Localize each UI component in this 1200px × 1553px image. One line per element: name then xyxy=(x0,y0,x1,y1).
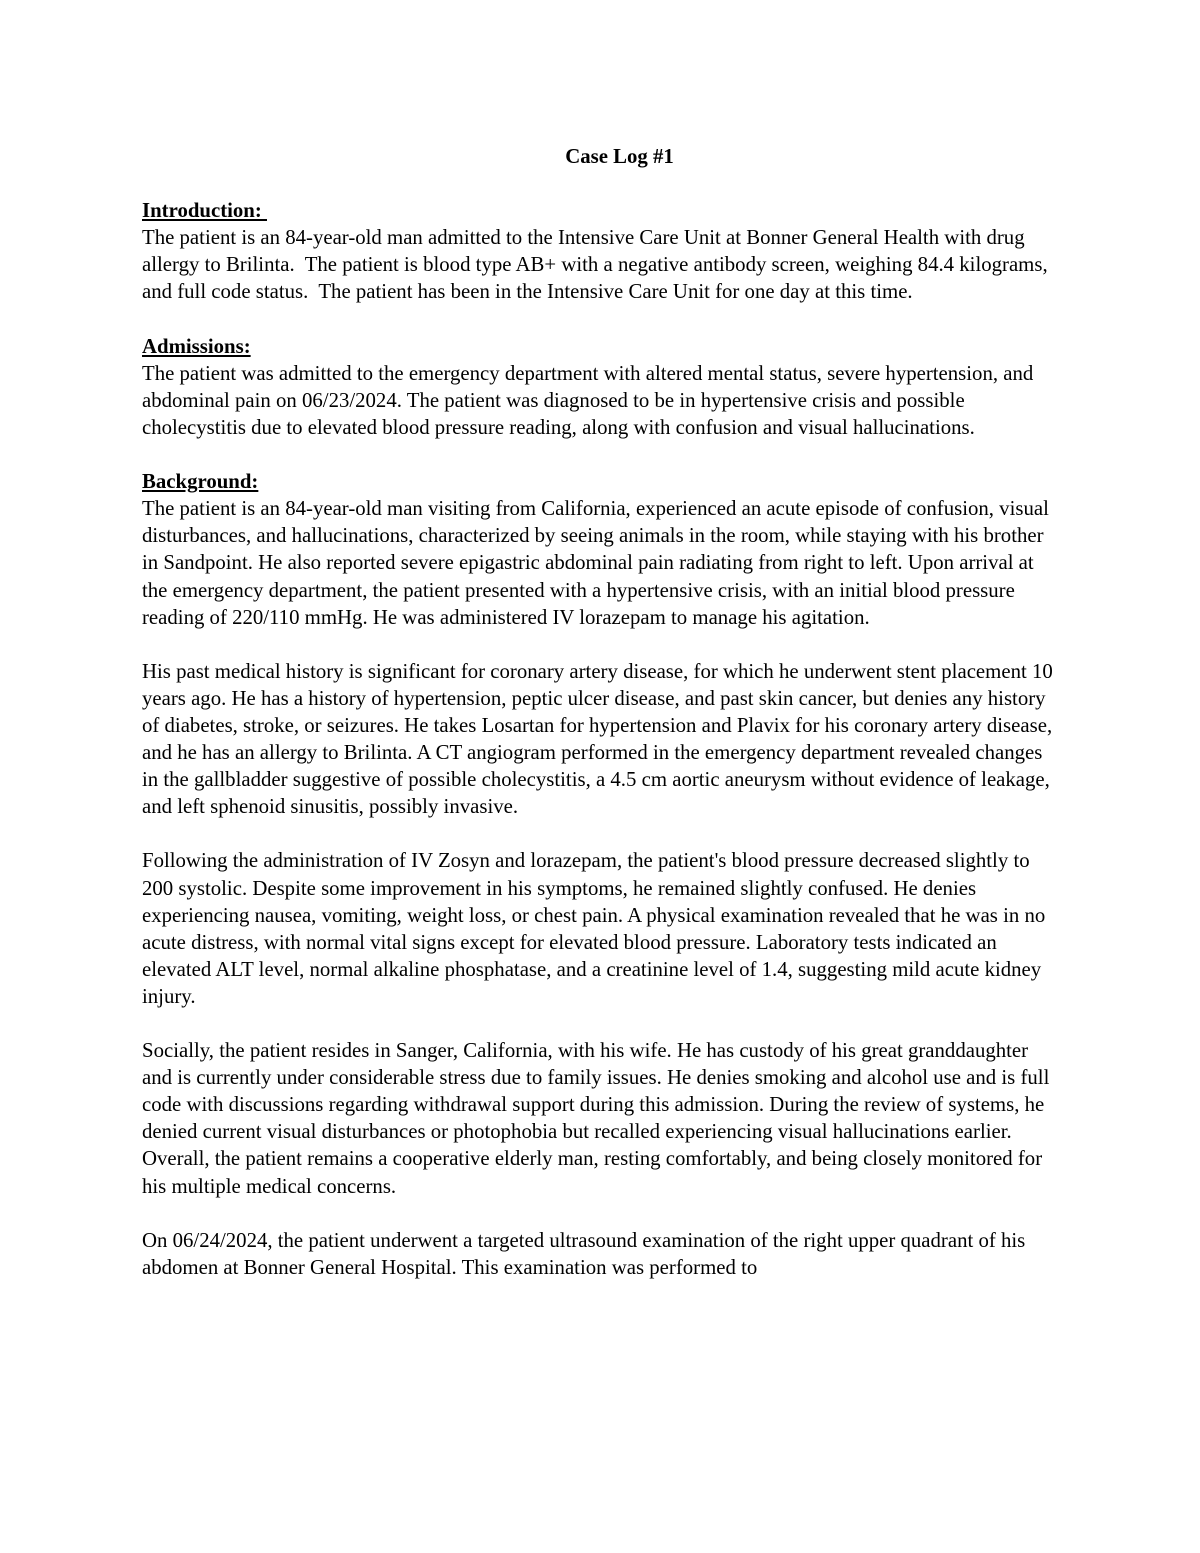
admissions-section xyxy=(142,333,1062,441)
admissions-heading: Admissions: xyxy=(142,334,251,358)
introduction-text: The patient is an 84-year-old man admitted to the Intensive Care Unit at Bonner General Health with drug allergy to Brilinta. The patient is blood type AB+ with a negative antibody screen, weighing 84.4 kilograms, and full code status. The patient has been in the Intensive Care Unit for one day at this time. xyxy=(142,226,1053,304)
background-section xyxy=(142,468,1062,1281)
background-heading: Background: xyxy=(142,470,259,494)
background-paragraph: The patient is an 84-year-old man visiting from California, experienced an acute episode of confusion, visual disturbances, and hallucinations, characterized by seeing animals in the room, while staying with his brother in Sandpoint. He also reported severe epigastric abdominal pain radiating from right to left. Upon arrival at the emergency department, the patient presented with a hypertensive crisis, with an initial blood pressure reading of 220/110 mmHg. He was administered IV lorazepam to manage his agitation. xyxy=(142,497,1049,629)
document-title: Case Log #1 xyxy=(565,145,674,168)
medical-history-paragraph: His past medical history is significant for coronary artery disease, for which he underwent stent placement 10 years ago. He has a history of hypertension, peptic ulcer disease, and past skin cancer, but denies any history of diabetes, stroke, or seizures. He takes Losartan for hypertension and Plavix for his coronary artery disease, and he has an allergy to Brilinta. A CT angiogram performed in the emergency department revealed changes in the gallbladder suggestive of possible cholecystitis, a 4.5 cm aortic aneurysm without evidence of leakage, and left sphenoid sinusitis, possibly invasive. xyxy=(142,659,1053,819)
ultrasound-paragraph: On 06/24/2024, the patient underwent a targeted ultrasound examination of the right upper quadrant of his abdomen at Bonner General Hospital. This examination was performed to xyxy=(142,1228,1026,1279)
introduction-heading: Introduction: xyxy=(142,199,267,223)
social-history-paragraph: Socially, the patient resides in Sanger, California, with his wife. He has custody of his great granddaughter and is currently under considerable stress due to family issues. He denies smoking and alcohol use and is full code with discussions regarding withdrawal support during this admission. During the review of systems, he denied current visual disturbances or photophobia but recalled experiencing visual hallucinations earlier. Overall, the patient remains a cooperative elderly man, resting comfortably, and being closely monitored for his multiple medical concerns. xyxy=(142,1039,1050,1198)
admissions-text: The patient was admitted to the emergency department with altered mental status, severe hypertension, and abdominal pain on 06/23/2024. The patient was diagnosed to be in hypertensive crisis and possible cholecystitis due to elevated blood pressure reading, along with confusion and visual hallucinations. xyxy=(142,361,1034,439)
treatment-paragraph: Following the administration of IV Zosyn and lorazepam, the patient's blood pressure decreased slightly to 200 systolic. Despite some improvement in his symptoms, he remained slightly confused. He denies experiencing nausea, vomiting, weight loss, or chest pain. A physical examination revealed that he was in no acute distress, with normal vital signs except for elevated blood pressure. Laboratory tests indicated an elevated ALT level, normal alkaline phosphatase, and a creatinine level of 1.4, suggesting mild acute kidney injury. xyxy=(142,849,1046,1008)
document-body xyxy=(142,143,1062,1281)
introduction-section xyxy=(142,197,1062,305)
